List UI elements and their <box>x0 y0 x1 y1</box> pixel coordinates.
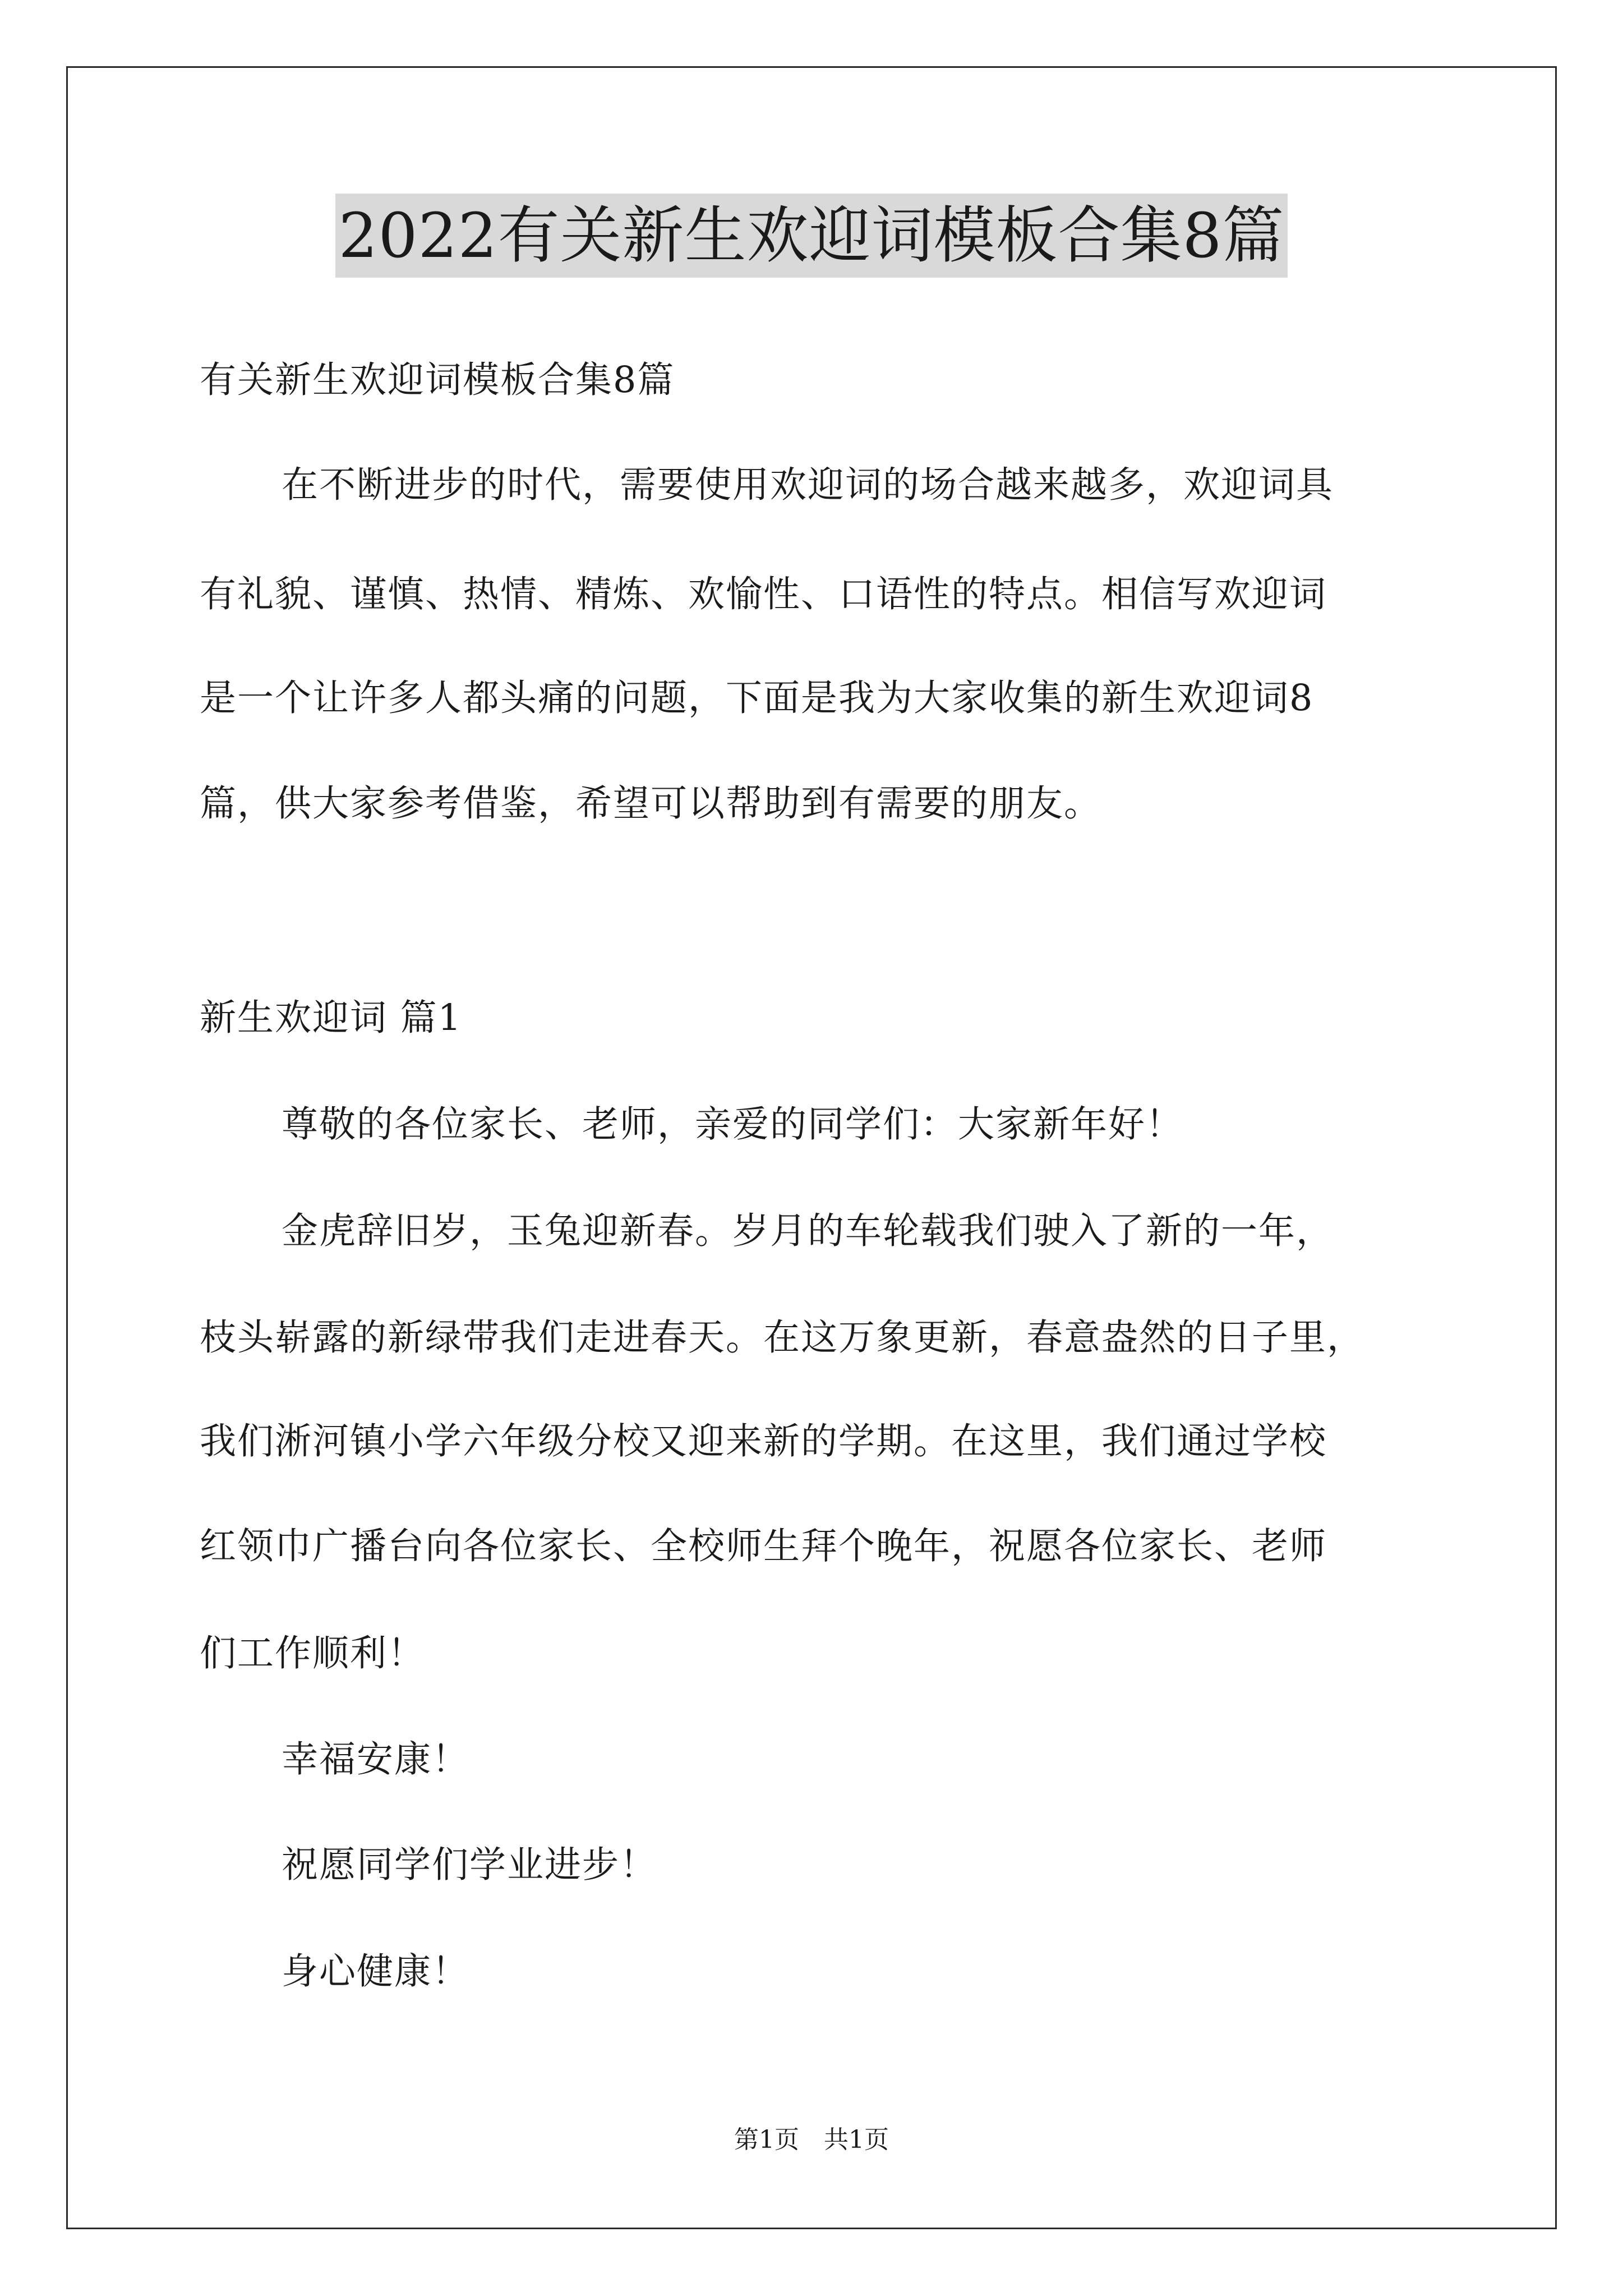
intro-line-2: 有礼貌、谨慎、热情、精炼、欢愉性、口语性的特点。相信写欢迎词 <box>200 573 1327 615</box>
para1-line-3: 我们淅河镇小学六年级分校又迎来新的学期。在这里，我们通过学校 <box>200 1420 1327 1462</box>
para1-line-4: 红领巾广播台向各位家长、全校师生拜个晚年，祝愿各位家长、老师 <box>200 1525 1327 1567</box>
para1-line-1: 金虎辞旧岁，玉兔迎新春。岁月的车轮载我们驶入了新的一年， <box>282 1210 1334 1252</box>
para1-line-5: 们工作顺利！ <box>200 1632 426 1674</box>
document-title: 2022有关新生欢迎词模板合集8篇 <box>335 194 1288 278</box>
intro-line-4: 篇，供大家参考借鉴，希望可以帮助到有需要的朋友。 <box>200 783 1102 825</box>
intro-line-1: 在不断进步的时代，需要使用欢迎词的场合越来越多，欢迎词具 <box>282 464 1334 506</box>
para1-line-2: 枝头崭露的新绿带我们走进春天。在这万象更新，春意盎然的日子里， <box>200 1317 1365 1359</box>
title-container <box>0 194 1623 278</box>
wish-line-1: 幸福安康！ <box>282 1738 470 1780</box>
document-subtitle: 有关新生欢迎词模板合集8篇 <box>200 359 675 401</box>
section-heading: 新生欢迎词 篇1 <box>200 997 463 1039</box>
wish-line-2: 祝愿同学们学业进步！ <box>282 1844 658 1886</box>
intro-line-3: 是一个让许多人都头痛的问题，下面是我为大家收集的新生欢迎词8 <box>200 677 1314 719</box>
greeting-line: 尊敬的各位家长、老师，亲爱的同学们：大家新年好！ <box>282 1103 1184 1145</box>
page-footer: 第1页 共1页 <box>734 2125 889 2154</box>
wish-line-3: 身心健康！ <box>282 1950 470 1993</box>
